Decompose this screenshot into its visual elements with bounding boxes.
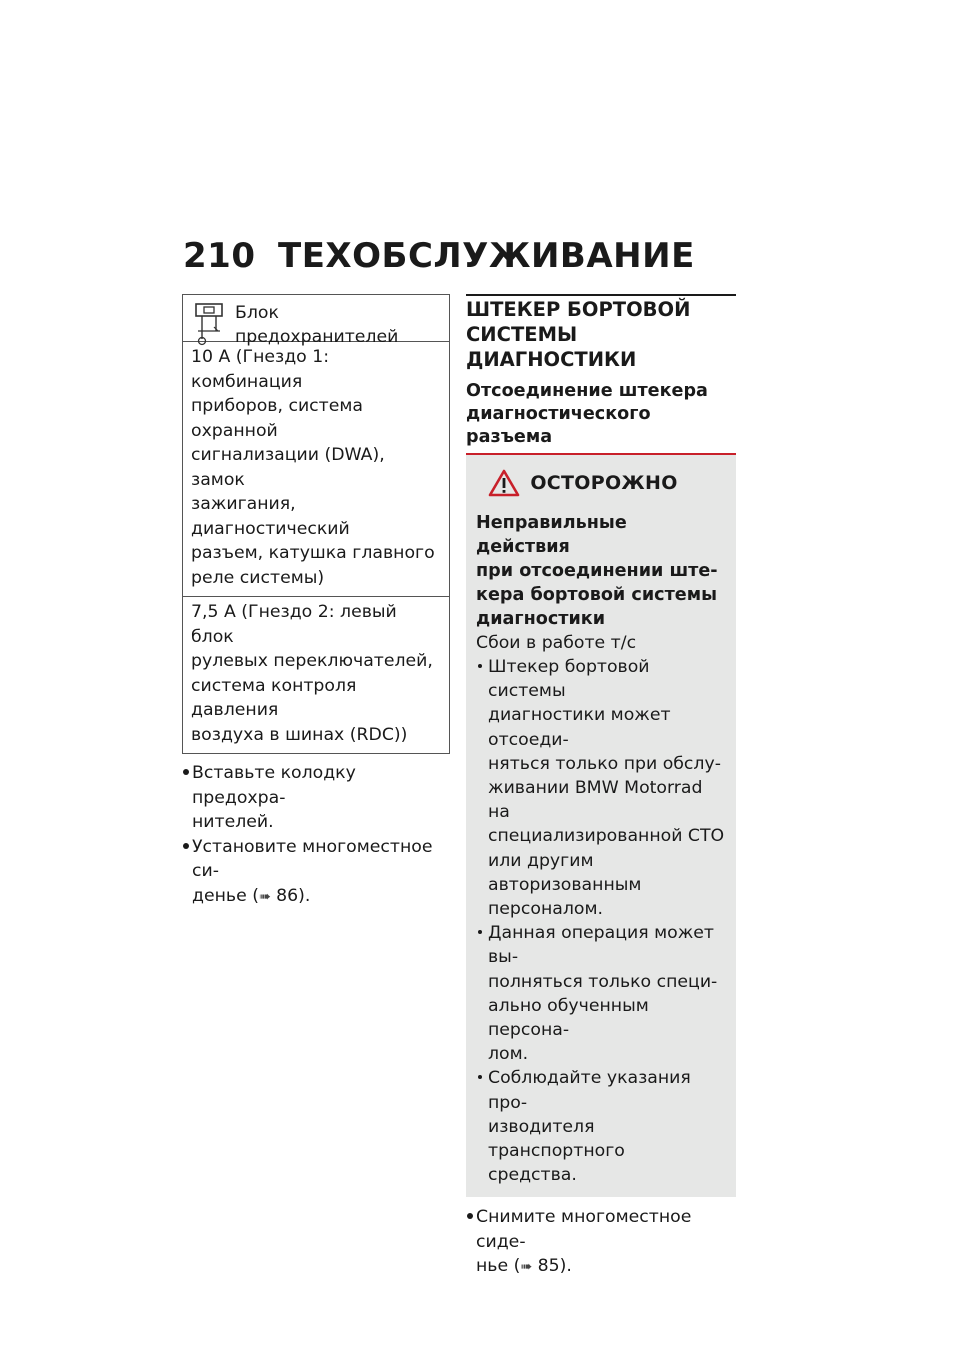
subsection-title-line: диагностического разъема — [466, 404, 651, 447]
step-line: Снимите многоместное сиде- — [476, 1207, 692, 1252]
fuse-row-line: реле системы) — [191, 567, 325, 588]
fuse-row-line: 10 A (Гнездо 1: комбинация — [191, 347, 330, 392]
fuse-row-1 — [183, 341, 449, 596]
warning-item-line: няться только при обслу- — [488, 753, 721, 774]
warning-item-line: средства. — [488, 1165, 577, 1186]
fuse-row-line: зажигания, диагностический — [191, 494, 350, 539]
page-ref-link[interactable]: 85 — [537, 1256, 560, 1277]
warning-item — [476, 1066, 726, 1187]
warning-item — [476, 921, 726, 1066]
bullet-icon — [466, 1205, 476, 1280]
warning-header — [440, 469, 726, 497]
warning-title-line: кера бортовой системы — [476, 585, 717, 605]
fuse-row-line: сигнализации (DWA), замок — [191, 445, 385, 490]
page-ref-arrow-icon: ➠ — [520, 1259, 533, 1276]
left-steps — [182, 761, 450, 909]
warning-item-line: изводителя транспортного — [488, 1116, 625, 1162]
warning-item-line: специализированной СТО — [488, 826, 725, 847]
bullet-icon — [476, 655, 488, 921]
fuse-row-line: воздуха в шинах (RDC)) — [191, 724, 408, 745]
warning-title — [476, 511, 726, 631]
right-column — [466, 294, 736, 1280]
warning-item-line: ально обученным персона- — [488, 995, 649, 1041]
warning-item-line: Штекер бортовой системы — [488, 657, 650, 702]
fuse-row-line: система контроля давления — [191, 675, 357, 720]
subsection-title — [466, 380, 736, 449]
fuse-block-icon — [193, 301, 225, 347]
fuse-row-line: 7,5 A (Гнездо 2: левый блок — [191, 602, 397, 647]
warning-triangle-icon — [488, 469, 520, 497]
warning-item-line: или другим авторизованным — [488, 850, 642, 895]
chapter-title: ТЕХОБСЛУЖИВАНИЕ — [278, 236, 695, 276]
section-title — [466, 297, 736, 372]
fuse-row-2 — [183, 596, 449, 753]
fuse-table-title: Блок предохранителей — [235, 303, 399, 347]
left-column — [182, 294, 450, 909]
bullet-icon — [182, 761, 192, 835]
warning-title-line: при отсоединении ште- — [476, 561, 718, 581]
step-line-tail: ). — [298, 885, 311, 906]
section-rule — [466, 294, 736, 296]
step-line: денье ( — [192, 885, 259, 906]
warning-item-line: Данная операция может вы- — [488, 923, 714, 968]
fuse-row-line: приборов, система охранной — [191, 396, 364, 441]
warning-item-line: лом. — [488, 1044, 529, 1065]
page-header — [183, 236, 695, 276]
fuse-row-line: рулевых переключателей, — [191, 651, 433, 671]
warning-item — [476, 655, 726, 921]
warning-box — [466, 455, 736, 1197]
right-steps — [466, 1205, 736, 1280]
fuse-table — [182, 294, 450, 754]
step-line: Установите многоместное си- — [192, 836, 433, 881]
bullet-icon — [476, 1066, 488, 1187]
step-line: нье ( — [476, 1256, 521, 1277]
warning-item-line: персоналом. — [488, 899, 604, 920]
section-title-line: СИСТЕМЫ ДИАГНОСТИКИ — [466, 323, 637, 371]
step-line: Вставьте колодку предохра- — [192, 763, 356, 808]
section-title-line: ШТЕКЕР БОРТОВОЙ — [466, 298, 691, 321]
warning-item-line: диагностики может отсоеди- — [488, 705, 671, 750]
fuse-table-header — [183, 295, 449, 347]
warning-subtitle: Сбои в работе т/с — [476, 633, 637, 653]
step-item — [466, 1205, 736, 1280]
step-line-tail: ). — [559, 1256, 572, 1277]
warning-title-line: Неправильные действия — [476, 513, 627, 557]
page-ref-link[interactable]: 86 — [276, 885, 299, 906]
fuse-row-line: разъем, катушка главного — [191, 543, 435, 563]
warning-label: ОСТОРОЖНО — [530, 472, 678, 494]
step-item — [182, 761, 450, 835]
warning-title-line: диагностики — [476, 609, 606, 629]
warning-item-line: живании BMW Motorrad на — [488, 778, 703, 823]
warning-item-line: Соблюдайте указания про- — [488, 1068, 691, 1113]
subsection-title-line: Отсоединение штекера — [466, 381, 708, 401]
page-number: 210 — [183, 236, 256, 276]
bullet-icon — [182, 835, 192, 910]
step-item — [182, 835, 450, 910]
page-ref-arrow-icon: ➠ — [258, 888, 271, 905]
bullet-icon — [476, 921, 488, 1066]
warning-item-line: полняться только специ- — [488, 971, 718, 992]
step-line: нителей. — [192, 812, 274, 832]
